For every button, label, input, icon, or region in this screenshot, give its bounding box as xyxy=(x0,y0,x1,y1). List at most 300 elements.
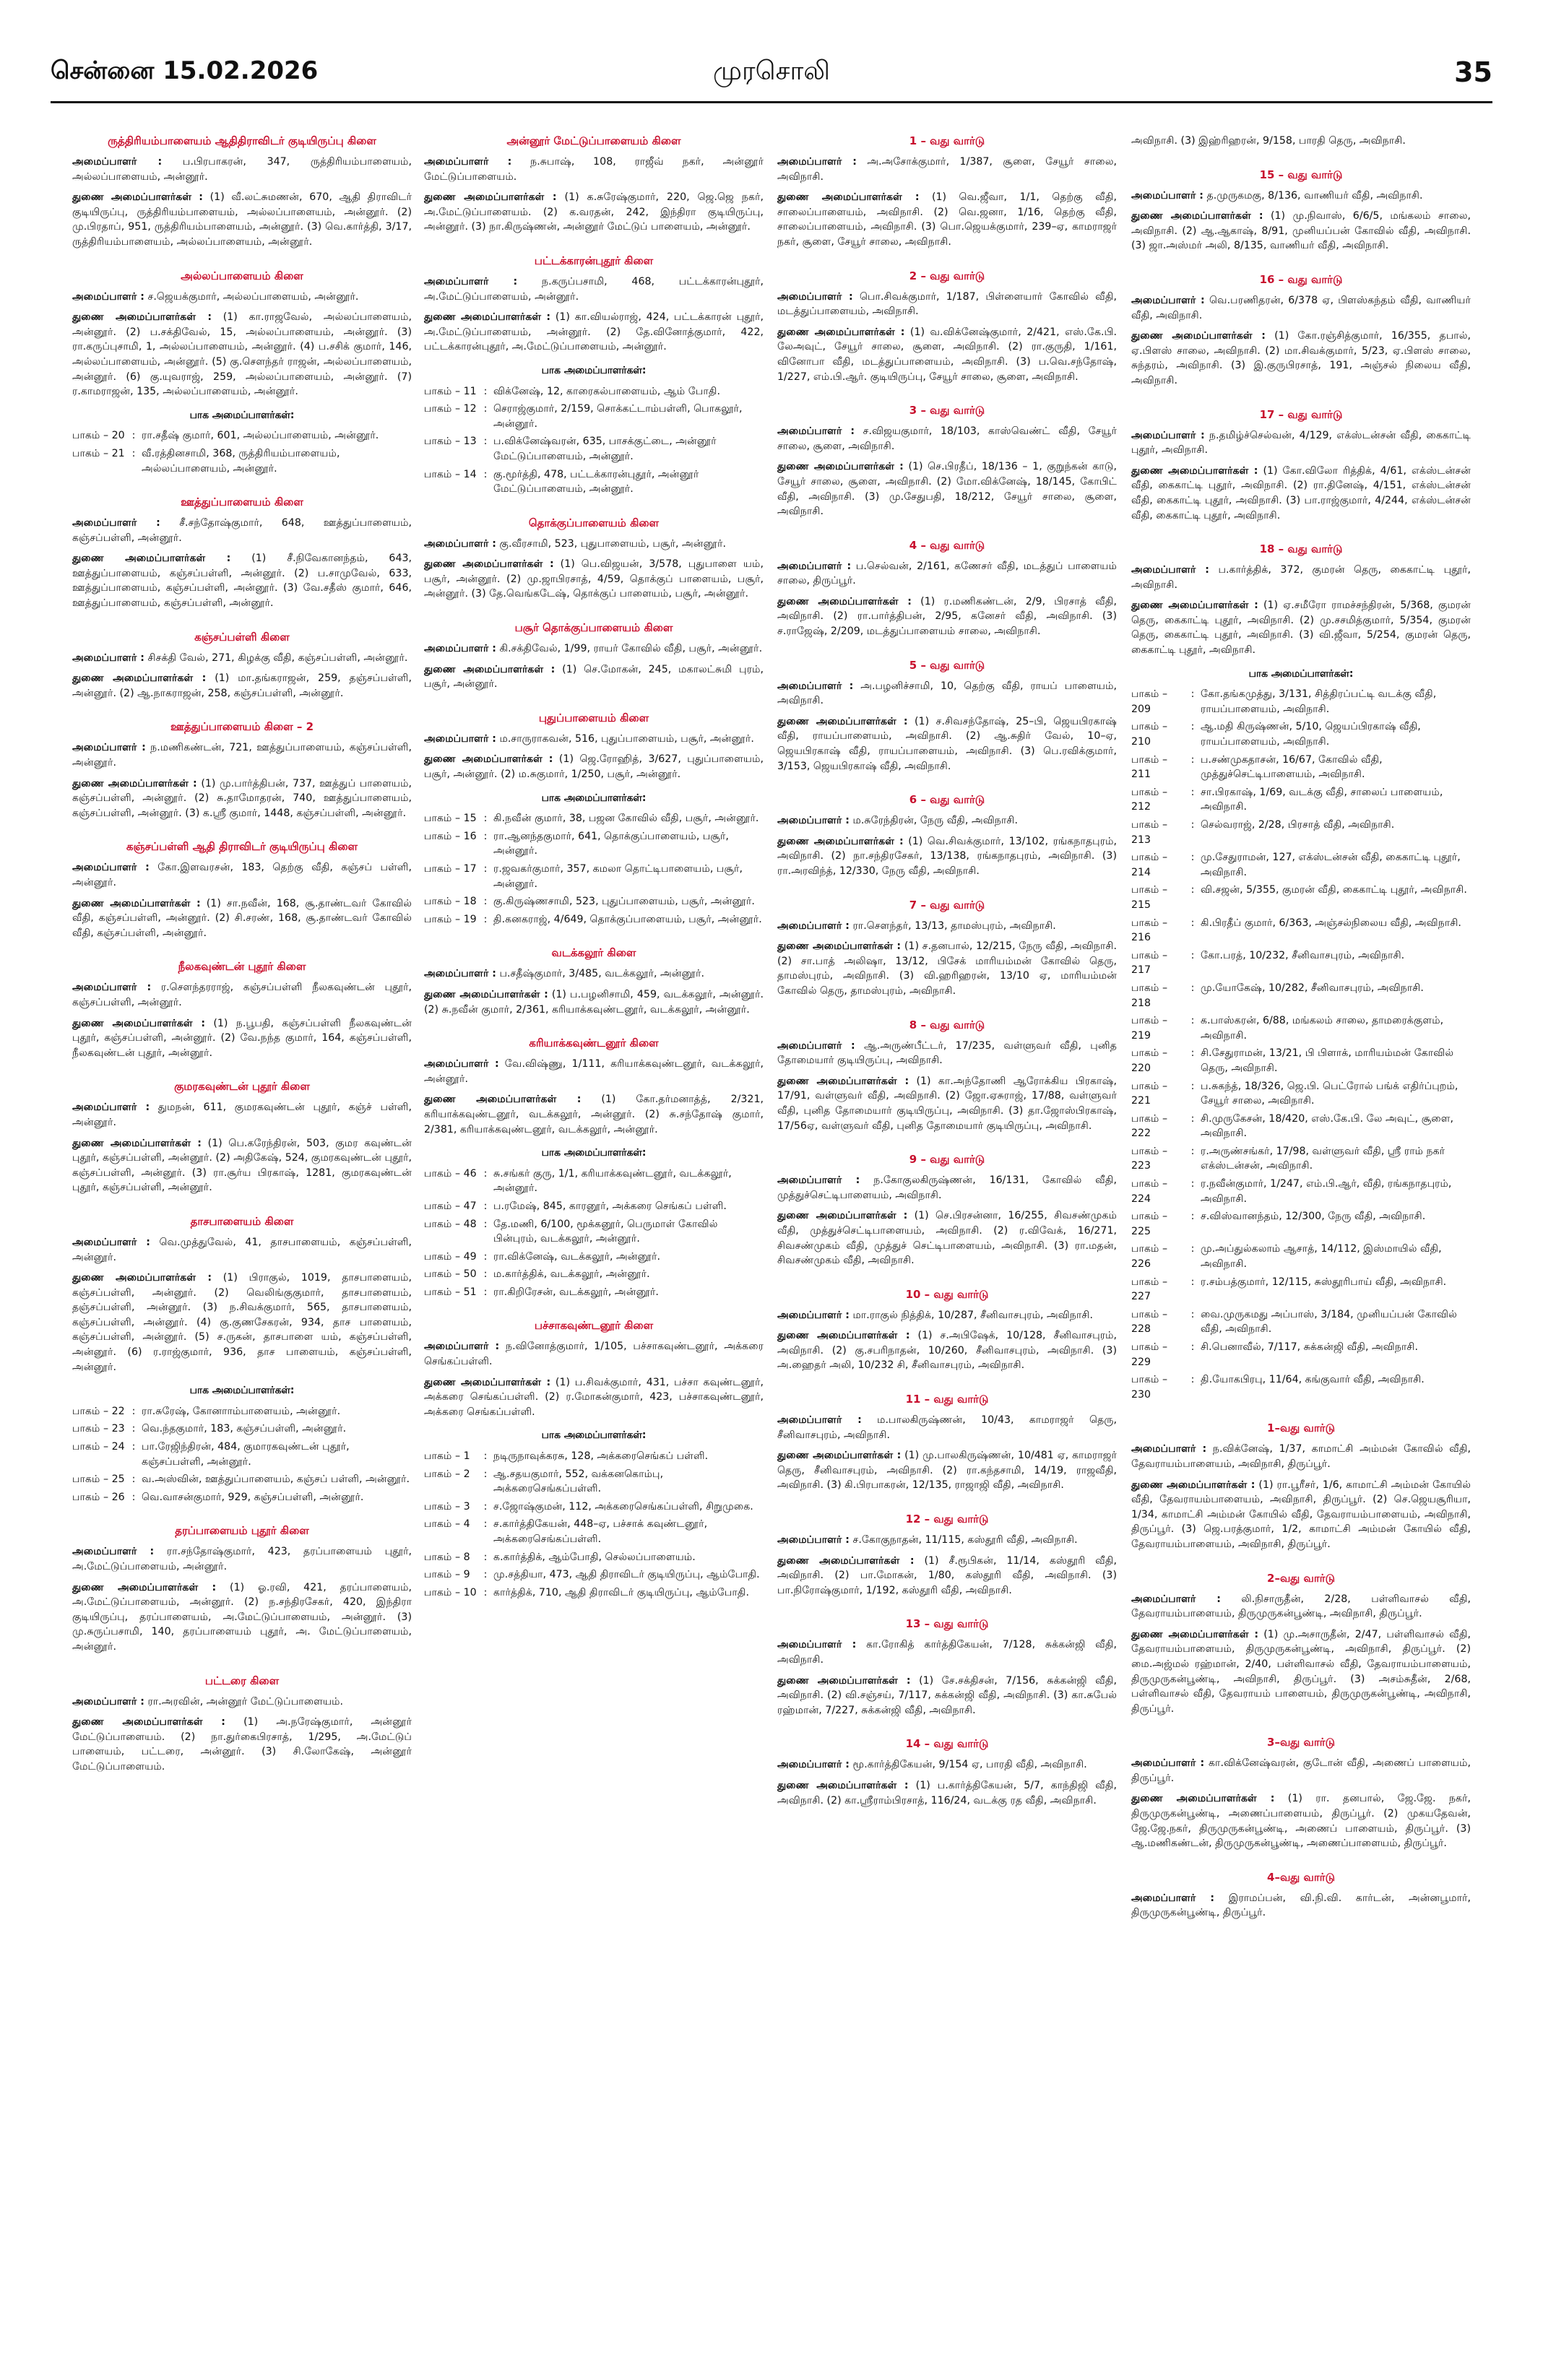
member-details: கா.ரோகித் கார்த்திகேயன், 7/128, சுக்கன்ஜி வீதி, அவிநாசி. xyxy=(777,1639,1117,1666)
booth-number: பாகம் – 225 xyxy=(1131,1211,1168,1237)
booth-row xyxy=(72,446,412,476)
role-label: அமைப்பாளர் : xyxy=(72,982,152,994)
booth-member: விக்னேஷ், 12, காரைகல்பாளையம், ஆம் போதி. xyxy=(493,385,720,397)
role-label: துணை அமைப்பாளர்கள் : xyxy=(777,715,908,727)
booth-number: பாகம் – 223 xyxy=(1131,1145,1168,1172)
member-entry xyxy=(777,1533,1117,1548)
role-label: துணை அமைப்பாளர்கள் : xyxy=(72,1581,217,1593)
booth-member: ச.விஸ்வானந்தம், 12/300, நேரு வீதி, அவிநாசி. xyxy=(1201,1211,1426,1223)
booth-member: கி.நவீன் குமார், 38, பஜன கோவில் வீதி, பசூர், அன்னூர். xyxy=(493,813,759,825)
section-block xyxy=(72,1674,412,1775)
booth-row xyxy=(1131,753,1471,782)
member-entry xyxy=(424,537,764,552)
booth-number: பாகம் – 49 xyxy=(424,1250,477,1263)
booth-row xyxy=(424,1517,764,1546)
section-block xyxy=(777,538,1117,639)
booth-list-title: பாக அமைப்பாளர்கள்: xyxy=(189,1385,295,1397)
role-label: அமைப்பாளர் : xyxy=(72,862,150,874)
role-label: துணை அமைப்பாளர்கள் : xyxy=(1131,210,1263,222)
booth-member: மு.சேதுராமன், 127, எக்ஸ்டன்சன் வீதி, கைகாட்டி புதூர், அவிநாசி. xyxy=(1201,852,1461,878)
section-block xyxy=(777,1617,1117,1718)
booth-member: கு.கிருஷ்ணசாமி, 523, புதுப்பாளையம், பசூர், அன்னூர். xyxy=(493,896,755,908)
booth-separator: : xyxy=(483,468,488,480)
member-entry xyxy=(777,1637,1117,1667)
booth-list-title: பாக அமைப்பாளர்கள்: xyxy=(541,792,647,804)
role-label: துணை அமைப்பாளர்கள் : xyxy=(72,1272,212,1284)
section-heading: 2–வது வார்டு xyxy=(1267,1571,1335,1585)
booth-separator: : xyxy=(483,1518,488,1531)
role-label: அமைப்பாளர் : xyxy=(72,742,146,754)
member-details: ம.பாலகிருஷ்ணன், 10/43, காமராஜர் தெரு, சீனிவாசபுரம், அவிநாசி. xyxy=(777,1414,1117,1441)
booth-separator: : xyxy=(1190,1145,1195,1157)
member-details: அ.பழனிச்சாமி, 10, தெற்கு வீதி, ராயப் பாளையம், அவிநாசி. xyxy=(777,680,1117,707)
booth-member: ரா.விக்னேஷ், வடக்கலூர், அன்னூர். xyxy=(493,1250,661,1263)
booth-row xyxy=(424,1267,764,1282)
member-details: (1) ஜெ.ரோஹித், 3/627, புதுப்பாளையம், பசூர், அன்னூர். (2) ம.சுகுமார், 1/250, பசூர், அன்னூர். xyxy=(424,753,764,781)
member-entry xyxy=(424,662,764,692)
member-details: ப.சதீஷ்குமார், 3/485, வடக்கலூர், அன்னூர். xyxy=(496,968,705,980)
booth-member: வெ.ந்தகுமார், 183, கஞ்சப்பள்ளி, அன்னூர். xyxy=(142,1423,347,1435)
booth-separator: : xyxy=(1190,1015,1195,1027)
booth-row xyxy=(1131,687,1471,717)
role-label: துணை அமைப்பாளர்கள் : xyxy=(424,663,556,675)
member-entry xyxy=(777,834,1117,879)
member-entry xyxy=(72,1235,412,1265)
member-details: வெ.பரணிதரன், 6/378 ஏ, பிளஸ்கந்தம் வீதி, வாணியர் வீதி, அவிநாசி. xyxy=(1131,294,1471,321)
booth-separator: : xyxy=(483,1500,488,1513)
role-label: அமைப்பாளர் : xyxy=(777,1039,855,1052)
member-entry xyxy=(424,732,764,747)
section-heading: பட்டரை கிளை xyxy=(204,1674,280,1687)
member-details: (1) சீ.நிவேகானந்தம், 643, ஊத்துப்பாளையம், கஞ்சப்பள்ளி, அன்னூர். (2) ப.சாமுவேல், 633, ஊத்துப்பாளையம், கஞ்சப்பள்ளி, அன்னூர். (3) வே.சதீஸ் குமார், 646, ஊத்துப்பாளையம், கஞ்சப்பள்ளி, அன்னூர். xyxy=(72,553,412,610)
booth-number: பாகம் – 21 xyxy=(72,447,125,459)
role-label: துணை அமைப்பாளர்கள் : xyxy=(777,326,905,338)
role-label: அமைப்பாளர் : xyxy=(424,968,496,980)
member-details: கு.வீரசாமி, 523, புதுபாளையம், பசூர், அன்னூர். xyxy=(496,537,726,550)
section-block xyxy=(424,711,764,927)
role-label: அமைப்பாளர் : xyxy=(424,732,496,745)
section-heading: நீலகவுண்டன் புதூர் கிளை xyxy=(178,960,306,974)
member-details: (1) அ.நரேஷ்குமார், அன்னூர் மேட்டுப்பாளையம். (2) நா.துர்கைபிரசாத், 1/295, அ.மேட்டுப் பாளையம், பட்டரை, அன்னூர். (3) சி.லோகேஷ், அன்னூர் மேட்டுப்பாளையம். xyxy=(72,1716,412,1773)
role-label: அமைப்பாளர் : xyxy=(72,156,163,168)
booth-member: சி.பெனாவீல், 7/117, சுக்கன்ஜி வீதி, அவிநாசி. xyxy=(1201,1341,1419,1353)
member-details: (1) கா.வியல்ராஜ், 424, பட்டக்காரன் புதூர், அ.மேட்டுப்பாளையம், அன்னூர். (2) தே.வினோத்குமார், 422, பட்டக்காரன்புதூர், அ.மேட்டுப்பாளையம், அன்னூர். xyxy=(424,311,764,353)
booth-member: ஆ.சதயகுமார், 552, வக்கனகொம்பு, அக்கரைசெங்கப்பள்ளி. xyxy=(493,1468,664,1495)
member-entry xyxy=(777,1328,1117,1373)
section-block xyxy=(777,1736,1117,1808)
role-label: அமைப்பாளர் : xyxy=(1131,1892,1215,1904)
member-entry xyxy=(72,290,412,305)
booth-separator: : xyxy=(1190,1178,1195,1190)
member-details: ந.சுபாஷ், 108, ராஜீவ் நகர், அன்னூர் மேட்டுப்பாளையம். xyxy=(424,156,764,183)
member-entry xyxy=(72,551,412,610)
role-label: அமைப்பாளர் : xyxy=(777,680,854,692)
section-heading: தரப்பாளையம் புதூர் கிளை xyxy=(175,1524,309,1538)
member-entry xyxy=(777,424,1117,454)
member-entry xyxy=(1131,1627,1471,1717)
booth-separator: : xyxy=(483,1167,488,1180)
role-label: அமைப்பாளர் : xyxy=(72,652,144,664)
booth-separator: : xyxy=(1190,819,1195,831)
booth-separator: : xyxy=(1190,1308,1195,1320)
booth-number: பாகம் – 48 xyxy=(424,1218,477,1230)
booth-member: ப.ரமேஷ், 845, காரனூர், அக்கரை செங்கப் பள்ளி. xyxy=(493,1200,727,1212)
booth-row xyxy=(1131,1275,1471,1304)
member-entry xyxy=(72,190,412,249)
section-block xyxy=(777,1287,1117,1373)
booth-separator: : xyxy=(1190,917,1195,929)
booth-row xyxy=(1131,1372,1471,1402)
booth-member: ர.ஜவகர்குமார், 357, கமலா தொட்டிபாளையம், பசூர், அன்னூர். xyxy=(493,863,743,890)
member-entry xyxy=(777,155,1117,184)
section-heading: 2 – வது வார்டு xyxy=(909,269,985,282)
booth-row xyxy=(424,1500,764,1515)
member-details: (1) ந.பூபதி, கஞ்சப்பள்ளி நீலகவுண்டன் புதூர், கஞ்சப்பள்ளி, அன்னூர். (2) வே.நந்த குமார், 164, கஞ்சப்பள்ளி, நீலகவுண்டன் புதூர், அன்னூர். xyxy=(72,1017,412,1059)
booth-member: வ.அஸ்வின், ஊத்துப்பாளையம், கஞ்சப் பள்ளி, அன்னூர். xyxy=(142,1474,410,1486)
booth-number: பாகம் – 230 xyxy=(1131,1374,1168,1401)
booth-row xyxy=(424,467,764,497)
role-label: அமைப்பாளர் : xyxy=(777,560,852,572)
booth-number: பாகம் – 25 xyxy=(72,1474,125,1486)
section-block xyxy=(72,1214,412,1505)
member-details: (1) ப.பழனிசாமி, 459, வடக்கலூர், அன்னூர். (2) சு.நவீன் குமார், 2/361, கரியாக்கவுண்டனூர், வடக்கலூர், அன்னூர். xyxy=(424,988,764,1016)
member-entry xyxy=(72,1580,412,1655)
member-details: (1) வெ.ஜீவா, 1/1, தெற்கு வீதி, சாலைப்பாளையம், அவிநாசி. (2) வெ.ஜனா, 1/16, தெற்கு வீதி, சாலைப்பாளையம், அவிநாசி. (3) பொ.ஜெயக்குமார், 239–ஏ, காமராஜர் நகர், சூளை, சேயூர் சாலை, அவிநாசி. xyxy=(777,191,1117,248)
booth-member: செராஜ்குமார், 2/159, சொக்கட்டாம்பள்ளி, பொகலூர், அன்னூர். xyxy=(493,403,743,430)
booth-number: பாகம் – 213 xyxy=(1131,819,1168,846)
booth-row xyxy=(1131,883,1471,912)
booth-separator: : xyxy=(483,813,488,825)
section-heading: ஊத்துப்பாளையம் கிளை – 2 xyxy=(170,720,314,734)
booth-member: ஆ.மதி கிருஷ்ணன், 5/10, ஜெயப்பிரகாஷ் வீதி, ராயப்பாளையம், அவிநாசி. xyxy=(1201,721,1421,748)
booth-separator: : xyxy=(1190,1276,1195,1288)
member-details: (1) கோ.தர்மனாத்த், 2/321, கரியாக்கவுண்டனூர், வடக்கலூர், அன்னூர். (2) சு.சந்தோஷ் குமார், 2/381, கரியாக்கவுண்டனூர், வடக்கலூர், அன்னூர். xyxy=(424,1094,764,1135)
booth-member: வீ.ரத்தினசாமி, 368, ருத்திரியம்பாளையம், அல்லப்பாளையம், அன்னூர். xyxy=(142,447,340,475)
member-details: (1) ர.மணிகண்டன், 2/9, பிரசாத் வீதி, அவிநாசி. (2) ரா.பார்த்திபன், 2/95, கனேசர் வீதி, அவிநாசி. (3) ச.ராஜேஷ், 2/209, மடத்துப்பாளையம் சாலை, அவிநாசி. xyxy=(777,595,1117,638)
booth-separator: : xyxy=(131,1491,136,1503)
role-label: துணை அமைப்பாளர்கள் : xyxy=(72,553,231,565)
section-heading: ஊத்துப்பாளையம் கிளை xyxy=(181,496,303,509)
booth-number: பாகம் – 10 xyxy=(424,1586,477,1598)
member-entry xyxy=(424,966,764,982)
member-entry xyxy=(72,310,412,399)
booth-member: பா.ரேஜிந்திரன், 484, குமாரகவுண்டன் புதூர், கஞ்சப்பள்ளி, அன்னூர். xyxy=(142,1441,350,1468)
role-label: அமைப்பாளர் : xyxy=(1131,189,1203,202)
role-label: அமைப்பாளர் : xyxy=(72,517,160,529)
booth-number: பாகம் – 221 xyxy=(1131,1080,1168,1107)
booth-number: பாகம் – 16 xyxy=(424,830,477,842)
member-details: த.முருகமகு, 8/136, வாணியர் வீதி, அவிநாசி. xyxy=(1203,189,1423,202)
member-entry xyxy=(777,1674,1117,1718)
role-label: துணை அமைப்பாளர்கள் : xyxy=(1131,1628,1259,1640)
member-details: ரா.சௌந்தர், 13/13, தாமஸ்புரம், அவிநாசி. xyxy=(849,919,1056,932)
booth-member: ரா.கிறிரேசன், வடக்கலூர், அன்னூர். xyxy=(493,1286,659,1298)
booth-member: ரா.ஆனந்தகுமார், 641, தொக்குப்பாளையம், பசூர், அன்னூர். xyxy=(493,830,729,857)
member-entry xyxy=(1131,1756,1471,1786)
booth-number: பாகம் – 227 xyxy=(1131,1276,1168,1303)
column-3 xyxy=(777,134,1117,2358)
member-details: கா.விக்னேஷ்வரன், குடோன் வீதி, அணைப் பாளையம், திருப்பூர். xyxy=(1131,1757,1471,1784)
booth-number: பாகம் – 24 xyxy=(72,1441,125,1453)
newspaper-name: முரசொலி xyxy=(713,56,830,86)
section-heading: பட்டக்காரன்புதூர் கிளை xyxy=(534,254,654,267)
member-details: துமநன், 611, குமரகவுண்டன் புதூர், கஞ்ச் பள்ளி, அன்னூர். xyxy=(72,1102,412,1128)
booth-separator: : xyxy=(483,863,488,875)
booth-separator: : xyxy=(1190,1374,1195,1386)
member-entry xyxy=(777,325,1117,384)
booth-number: பாகம் – 3 xyxy=(424,1500,470,1513)
role-label: துணை அமைப்பாளர்கள் : xyxy=(1131,600,1258,612)
member-entry xyxy=(72,651,412,666)
member-entry xyxy=(777,919,1117,934)
section-heading: 10 – வது வார்டு xyxy=(905,1287,989,1301)
section-heading: குமரகவுண்டன் புதூர் கிளை xyxy=(174,1080,310,1094)
member-entry xyxy=(424,1057,764,1086)
booth-row xyxy=(1131,1079,1471,1109)
role-label: துணை அமைப்பாளர்கள் : xyxy=(777,1450,902,1462)
member-entry xyxy=(424,752,764,782)
booth-number: பாகம் – 219 xyxy=(1131,1015,1168,1042)
section-block xyxy=(424,1318,764,1600)
booth-number: பாகம் – 226 xyxy=(1131,1243,1168,1271)
member-details: ர.சௌந்தரராஜ், கஞ்சப்பள்ளி நீலகவுண்டன் புதூர், கஞ்சப்பள்ளி, அன்னூர். xyxy=(72,982,412,1008)
booth-number: பாகம் – 18 xyxy=(424,896,477,908)
role-label: துணை அமைப்பாளர்கள் : xyxy=(72,191,203,204)
role-label: துணை அமைப்பாளர்கள் : xyxy=(1131,1479,1255,1491)
member-entry xyxy=(1131,1478,1471,1552)
booth-number: பாகம் – 222 xyxy=(1131,1112,1168,1140)
booth-member: சி.சேதுராமன், 13/21, பி பிளாக், மாரியம்மன் கோவில் தெரு, அவிநாசி. xyxy=(1201,1047,1454,1074)
role-label: துணை அமைப்பாளர்கள் : xyxy=(72,1017,206,1029)
member-entry xyxy=(1131,209,1471,254)
member-details: (1) கா.ராஜவேல், அல்லப்பாளையம், அன்னூர். (2) ப.சக்திவேல், 15, அல்லப்பாளையம், அன்னூர். (3) ரா.கருப்புசாமி, 1, அல்லப்பாளையம், அன்னூர். (4) ப.சசிக் குமார், 146, அல்லப்பாளையம், அன்னூர். (5) கு.சௌந்தர் ராஜன், அல்லப்பாளையம், அன்னூர். (6) கு.யுவராஜ், 259, அல்லப்பாளையம், அன்னூர். (7) ர.காமராஜன், 135, அல்லப்பாளையம், அன்னூர். xyxy=(72,311,412,398)
role-label: அமைப்பாளர் : xyxy=(424,1341,500,1353)
member-entry xyxy=(777,1413,1117,1442)
booth-list-title: பாக அமைப்பாளர்கள்: xyxy=(541,364,647,376)
role-label: அமைப்பாளர் : xyxy=(72,290,144,303)
section-heading: 13 – வது வார்டு xyxy=(905,1617,989,1631)
member-details: ந.வினோத்குமார், 1/105, பச்சாகவுண்டனூர், அக்கரை செங்கப்பள்ளி. xyxy=(424,1341,764,1368)
booth-separator: : xyxy=(483,1218,488,1230)
member-entry xyxy=(777,714,1117,774)
section-heading: புதுப்பாளையம் கிளை xyxy=(538,711,649,724)
member-details: (1) கோ.ரஞ்சித்குமார், 16/355, தபால், ஏ.பிளஸ் சாலை, அவிநாசி. (2) மா.சிவக்குமார், 5/23, ஏ.பிளஸ் சாலை, சுந்தரம், அவிநாசி. (3) இ.குருபிரசாத், 191, அஞ்சல் நிலைய வீதி, அவிநாசி. xyxy=(1131,330,1471,386)
member-entry xyxy=(72,671,412,701)
booth-number: பாகம் – 212 xyxy=(1131,786,1168,813)
booth-row xyxy=(1131,1144,1471,1174)
booth-list-title: பாக அமைப்பாளர்கள்: xyxy=(541,1147,647,1159)
member-details: ச.விஜயகுமார், 18/103, காஸ்வெண்ட் வீதி, சேயூர் சாலை, சூளை, அவிநாசி. xyxy=(777,425,1117,452)
member-entry xyxy=(777,459,1117,519)
booth-number: பாகம் – 215 xyxy=(1131,884,1168,911)
member-details: அ.அசோக்குமார், 1/387, சூளை, சேயூர் சாலை, அவிநாசி. xyxy=(777,156,1117,183)
booth-row xyxy=(1131,1340,1471,1369)
booth-separator: : xyxy=(1190,884,1195,896)
booth-separator: : xyxy=(483,896,488,908)
booth-row xyxy=(424,811,764,826)
member-details: (1) செ.பிரதீப், 18/136 – 1, குறுந்கன் காடு, சேயூர் சாலை, சூளை, அவிநாசி. (2) மோ.விக்னேஷ், 18/145, கோபிட் வீதி, அவிநாசி. (3) மு.சேதுபதி, 18/212, சேயூர் சாலை, சூளை, அவிநாசி. xyxy=(777,461,1117,518)
booth-number: பாகம் – 20 xyxy=(72,430,125,442)
booth-row xyxy=(1131,850,1471,880)
booth-member: ச.ஜோஷ்குமன், 112, அக்கரைசெங்கப்பள்ளி, சிறுமுகை. xyxy=(493,1500,753,1513)
member-entry xyxy=(777,1208,1117,1268)
member-details: ப.செல்வன், 2/161, கணேசர் வீதி, மடத்துப் பாளையம் சாலை, திருப்பூர். xyxy=(777,560,1117,587)
booth-member: கி.பிரதீப் குமார், 6/363, அஞ்சல்நிலைய வீதி, அவிநாசி. xyxy=(1201,917,1461,929)
role-label: துணை அமைப்பாளர்கள் : xyxy=(424,1376,551,1388)
section-block xyxy=(777,792,1117,878)
booth-number: பாகம் – 19 xyxy=(424,913,477,925)
booth-number: பாகம் – 217 xyxy=(1131,949,1168,977)
member-entry xyxy=(1131,1791,1471,1851)
role-label: அமைப்பாளர் : xyxy=(1131,1443,1207,1455)
booth-separator: : xyxy=(131,430,136,442)
role-label: அமைப்பாளர் : xyxy=(424,1058,499,1070)
member-entry xyxy=(777,813,1117,828)
booth-member: க.கார்த்திக், ஆம்போதி, செல்லப்பாளையம். xyxy=(493,1551,696,1563)
booth-member: வை.முருகமது அப்பாஸ், 3/184, முனியப்பன் கோவில் வீதி, அவிநாசி. xyxy=(1201,1308,1457,1336)
booth-separator: : xyxy=(483,1586,488,1598)
booth-separator: : xyxy=(483,1286,488,1298)
booth-number: பாகம் – 13 xyxy=(424,436,477,448)
member-details: அவிநாசி. (3) இஹ்ரிஹரன், 9/158, பாரதி தெரு, அவிநாசி. xyxy=(1131,135,1406,147)
member-entry xyxy=(1131,428,1471,458)
member-details: லி.நிசாருதீன், 2/28, பள்ளிவாசல் வீதி, தேவராயம்பாளையம், திருமுருகன்பூண்டி, அவிநாசி, திருப்பூர். xyxy=(1131,1593,1471,1620)
member-details: (1) பெ.கரேந்திரன், 503, குமர கவுண்டன் புதூர், கஞ்சப்பள்ளி, அன்னூர். (2) அதிகேஷ், 524, குமரகவுண்டன் புதூர், கஞ்சப்பள்ளி, அன்னூர். (3) ரா.சூர்ய பிரகாஷ், 1281, குமரகவுண்டன் புதூர், கஞ்சப்பள்ளி, அன்னூர். xyxy=(72,1137,412,1194)
booth-separator: : xyxy=(1190,949,1195,961)
section-heading: 16 – வது வார்டு xyxy=(1259,272,1343,286)
booth-separator: : xyxy=(1190,753,1195,766)
booth-row xyxy=(424,894,764,909)
member-entry xyxy=(777,679,1117,709)
section-block xyxy=(72,630,412,701)
booth-number: பாகம் – 2 xyxy=(424,1468,470,1480)
booth-row xyxy=(424,384,764,399)
booth-separator: : xyxy=(131,1474,136,1486)
booth-member: ச.கார்த்திகேயன், 448–ஏ, பச்சாக் கவுண்டனூர், அக்கரைசெங்கப்பள்ளி. xyxy=(493,1518,708,1545)
booth-number: பாகம் – 218 xyxy=(1131,982,1168,1009)
role-label: துணை அமைப்பாளர்கள் : xyxy=(72,1137,202,1149)
role-label: அமைப்பாளர் : xyxy=(424,643,496,655)
member-entry xyxy=(1131,563,1471,592)
role-label: அமைப்பாளர் : xyxy=(777,156,857,168)
member-entry xyxy=(72,516,412,545)
booth-member: ரா.சதீஷ் குமார், 601, அல்லப்பாளையம், அன்னூர். xyxy=(142,430,379,442)
booth-separator: : xyxy=(483,385,488,397)
booth-number: பாகம் – 216 xyxy=(1131,917,1168,944)
member-entry xyxy=(72,1136,412,1195)
section-block xyxy=(72,1523,412,1654)
booth-number: பாகம் – 209 xyxy=(1131,688,1168,715)
section-heading: 12 – வது வார்டு xyxy=(905,1513,989,1526)
section-block xyxy=(424,620,764,692)
member-details: சீ.சந்தோஷ்குமார், 648, ஊத்துப்பாளையம், கஞ்சப்பள்ளி, அன்னூர். xyxy=(72,517,412,544)
booth-separator: : xyxy=(131,1423,136,1435)
booth-member: தி.யோகபிரபு, 11/64, கங்குவார் வீதி, அவிநாசி. xyxy=(1201,1374,1425,1386)
member-details: இராமப்பன், வி.நி.வி. கார்டன், அன்னபூமார், திருமுருகன்பூண்டி, திருப்பூர். xyxy=(1131,1892,1471,1919)
booth-separator: : xyxy=(1190,721,1195,733)
member-entry xyxy=(424,274,764,304)
member-details: (1) ப.கார்த்திகேயன், 5/7, காந்திஜி வீதி, அவிநாசி. (2) கா.ஸ்ரீராம்பிரசாத், 116/24, வடக்கு ரத வீதி, அவிநாசி. xyxy=(777,1779,1117,1806)
member-entry xyxy=(424,1339,764,1369)
column-2 xyxy=(424,134,764,2358)
section-block xyxy=(72,495,412,611)
booth-number: பாகம் – 26 xyxy=(72,1491,125,1503)
booth-separator: : xyxy=(483,1200,488,1212)
member-entry xyxy=(72,1271,412,1375)
section-heading: பச்சாகவுண்டனூர் கிளை xyxy=(534,1319,654,1333)
member-details: (1) மு.பார்த்திபன், 737, ஊத்துப் பாளையம், கஞ்சப்பள்ளி, அன்னூர். (2) சு.தாமோதரன், 740, ஊத்துப்பாளையம், கஞ்சப்பள்ளி, அன்னூர். (3) க.ஸ்ரீ குமார், 1448, கஞ்சப்பள்ளி, அன்னூர். xyxy=(72,777,412,819)
section-block xyxy=(424,254,764,497)
member-details: (1) பிராகுல், 1019, தாசபாளையம், கஞ்சப்பள்ளி, அன்னூர். (2) வெலிங்குகுமார், தாசபாளையம், தஞ்சப்பள்ளி, அன்னூர். (3) ந.சிவக்குமார், 565, தாசபாளையம், கஞ்சப்பள்ளி, அன்னூர். (4) கு.குணசேகரன், 934, தாச பாளையம், கஞ்சப்பள்ளி, அன்னூர். (5) ச.ருகன், தாசபாளை யம், கஞ்சப்பள்ளி, அன்னூர். (6) ர.ராஜ்குமார், 936, தாச பாளையம், கஞ்சப்பள்ளி, அன்னூர். xyxy=(72,1272,412,1373)
member-details: ரா.சந்தோஷ்குமார், 423, தரப்பாளையம் புதூர், அ.மேட்டுப்பாளையம், அன்னூர். xyxy=(72,1546,412,1572)
member-entry xyxy=(424,557,764,602)
section-heading: 3 – வது வார்டு xyxy=(909,404,985,417)
member-details: (1) சே.சக்திசன், 7/156, சுக்கன்ஜி வீதி, அவிநாசி. (2) வி.சஞ்சய், 7/117, சுக்கன்ஜி வீதி, அவிநாசி. (3) கா.சுபேல் ரஹ்மான், 7/227, சுக்கன்ஜி வீதி, அவிநாசி. xyxy=(777,1674,1117,1716)
role-label: துணை அமைப்பாளர்கள் : xyxy=(777,191,920,204)
section-block xyxy=(1131,272,1471,389)
section-block xyxy=(777,134,1117,250)
booth-number: பாகம் – 220 xyxy=(1131,1047,1168,1074)
role-label: அமைப்பாளர் : xyxy=(1131,429,1205,441)
booth-number: பாகம் – 4 xyxy=(424,1518,470,1531)
booth-separator: : xyxy=(483,1468,488,1480)
booth-member: சா.பிரகாஷ், 1/69, வடக்கு வீதி, சாலைப் பாளையம், அவிநாசி. xyxy=(1201,786,1443,813)
booth-number: பாகம் – 12 xyxy=(424,403,477,415)
booth-member: சி.முருகேசன், 18/420, எஸ்.கே.பி. லே அவுட், சூளை, அவிநாசி. xyxy=(1201,1112,1454,1140)
booth-separator: : xyxy=(1190,1080,1195,1092)
member-entry xyxy=(424,641,764,657)
member-details: (1) வீ.லட்சுமணன், 670, ஆதி திராவிடர் குடியிருப்பு, ருத்திரியம்பாளையம், அல்லப்பாளையம், அன்னூர். (2) மு.பிரதாப், 951, ருத்திரியம்பாளையம், அன்னூர். (3) வெ.கார்த்தி, 3/17, ருத்திரியம்பாளையம், அல்லப்பாளையம், அன்னூர். xyxy=(72,191,412,248)
booth-row xyxy=(424,862,764,891)
member-entry xyxy=(1131,134,1471,149)
member-details: (1) ச.சிவசந்தோஷ், 25–பி, ஜெயபிரகாஷ் வீதி, ராயப்பாளையம், அவிநாசி. (2) ஆ.சுதிர் வேல், 10–ஏ, ஜெயபிரகாஷ் வீதி, ராயப்பாளையம், அவிநாசி. (3) பெ.ரவிக்குமார், 3/153, ஜெயபிரகாஷ் வீதி, அவிநாசி. xyxy=(777,715,1117,772)
role-label: துணை அமைப்பாளர்கள் : xyxy=(1131,330,1266,342)
role-label: அமைப்பாளர் : xyxy=(777,1309,850,1321)
member-entry xyxy=(424,1375,764,1420)
section-heading: 5 – வது வார்டு xyxy=(909,658,985,672)
booth-number: பாகம் – 9 xyxy=(424,1569,470,1581)
booth-separator: : xyxy=(483,1250,488,1263)
section-block xyxy=(424,134,764,235)
booth-row xyxy=(1131,1112,1471,1141)
section-heading: 14 – வது வார்டு xyxy=(905,1737,989,1751)
section-heading: 8 – வது வார்டு xyxy=(909,1018,985,1031)
booth-number: பாகம் – 228 xyxy=(1131,1308,1168,1336)
section-heading: பசூர் தொக்குப்பாளையம் கிளை xyxy=(514,621,673,635)
booth-row xyxy=(1131,719,1471,749)
section-block xyxy=(1131,1571,1471,1717)
member-entry xyxy=(777,1074,1117,1133)
booth-row xyxy=(1131,1177,1471,1206)
role-label: அமைப்பாளர் : xyxy=(1131,564,1209,576)
booth-number: பாகம் – 211 xyxy=(1131,753,1168,781)
member-details: வே.விஷ்ணு, 1/111, கரியாக்கவுண்டனூர், வடக்கலூர், அன்னூர். xyxy=(424,1058,764,1085)
role-label: துணை அமைப்பாளர்கள் : xyxy=(424,191,557,204)
booth-number: பாகம் – 23 xyxy=(72,1423,125,1435)
member-entry xyxy=(72,740,412,770)
member-entry xyxy=(72,896,412,941)
member-details: ரா.அரவின், அன்னூர் மேட்டுப்பாளையம். xyxy=(144,1695,344,1708)
booth-row xyxy=(424,434,764,464)
booth-number: பாகம் – 11 xyxy=(424,385,477,397)
page-header xyxy=(51,51,1492,103)
member-details: (1) சா.நவீன், 168, சூ.தாண்டவர் கோவில் வீதி, கஞ்சப்பள்ளி, அன்னூர். (2) சி.சரண், 168, சூ.தாண்டவர் கோவில் வீதி, கஞ்சப்பள்ளி, அன்னூர். xyxy=(72,897,412,939)
role-label: அமைப்பாளர் : xyxy=(424,275,518,287)
booth-separator: : xyxy=(483,1268,488,1281)
booth-row xyxy=(424,1467,764,1497)
column-4 xyxy=(1131,134,1471,2358)
booth-row xyxy=(424,1567,764,1583)
